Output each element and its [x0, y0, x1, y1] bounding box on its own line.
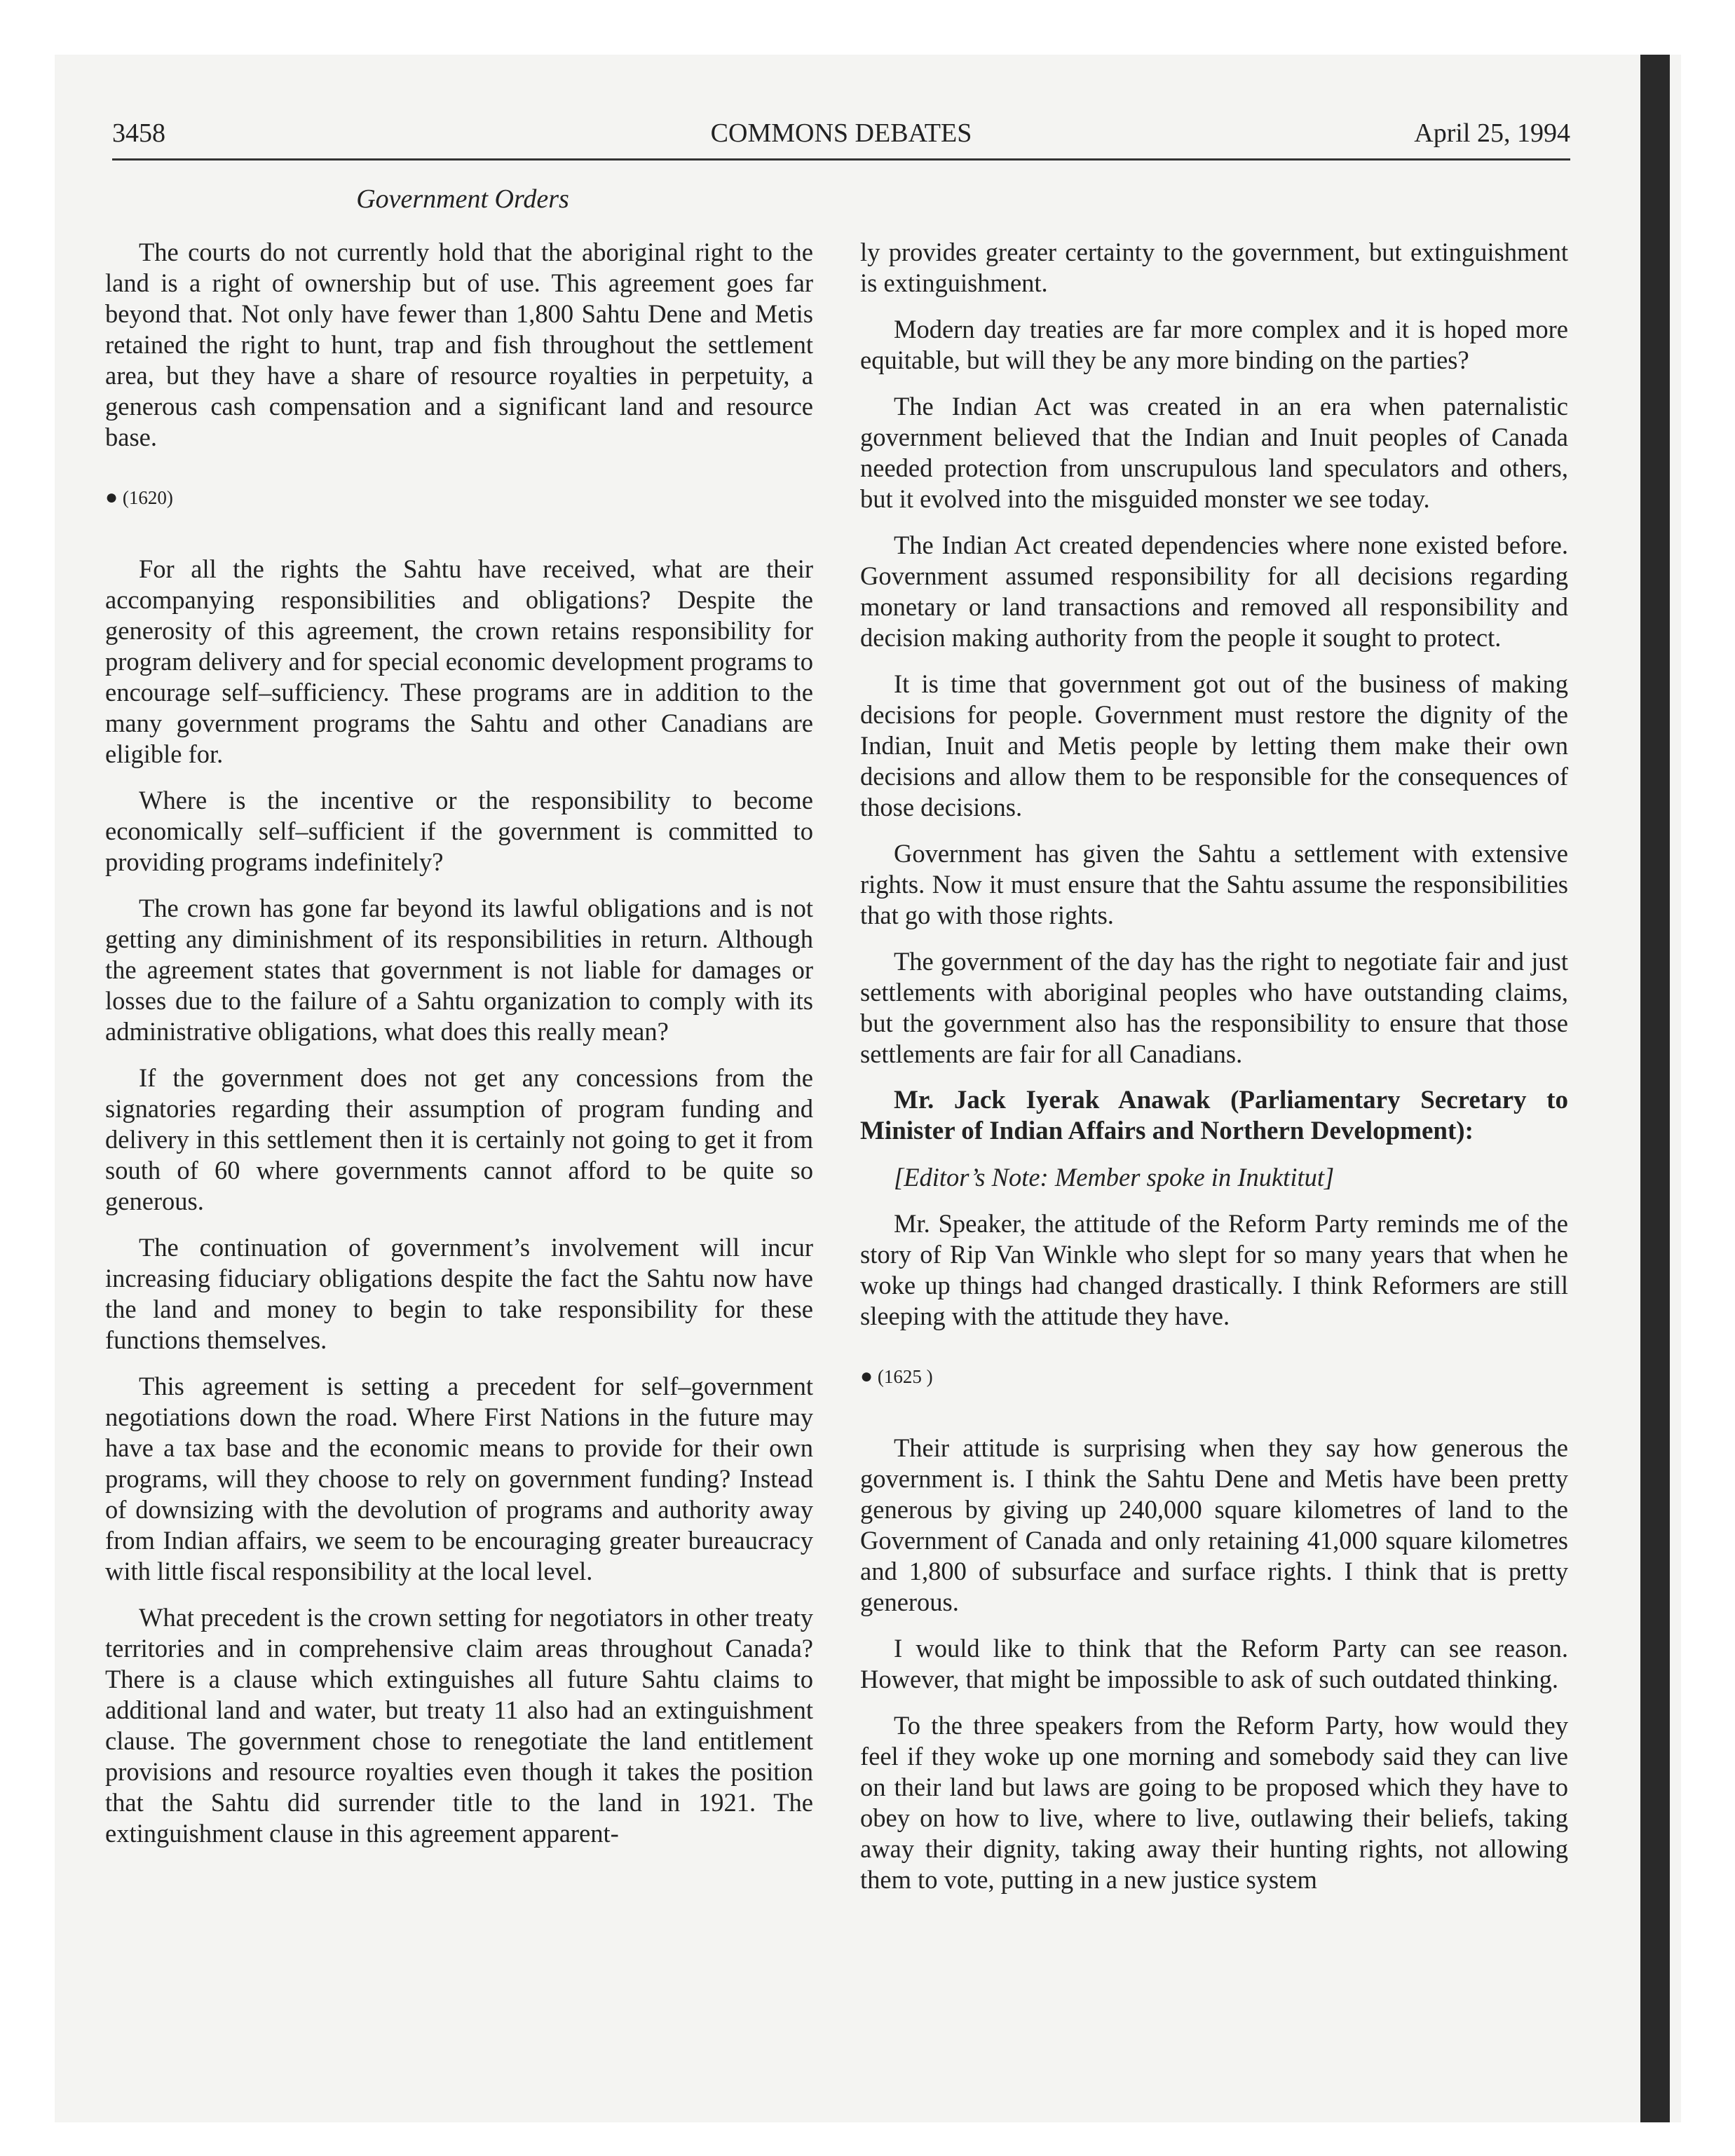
timestamp-marker: [860, 1361, 1568, 1392]
header-rule: [112, 158, 1570, 161]
publication-title: COMMONS DEBATES: [710, 118, 972, 148]
section-title: Government Orders: [356, 184, 569, 214]
paragraph: If the government does not get any concessions from the signatories regarding their assumption of program funding and delivery in this settlement then it is certainly not going to get it from south of 60 where governments cannot afford to be quite so generous.: [105, 1063, 813, 1215]
paragraph: The crown has gone far beyond its lawful obligations and is not getting any diminishment of its responsibilities in return. Although the agreement states that government is not liable for damages or losses due to the failure of a Sahtu organization to comply with its administrative obligations, what does this really mean?: [105, 894, 813, 1046]
paragraph-continued: ly provides greater certainty to the government, but extinguishment is extinguishment.: [860, 238, 1568, 297]
paragraph: It is time that government got out of the business of making decisions for people. Government must restore the dignity of the Indian, Inuit and Metis people by letting them make their own decisions and allow them to be responsible for the consequences of those decisions.: [860, 669, 1568, 821]
paragraph: For all the rights the Sahtu have received, what are their accompanying responsibilities and obligations? Despite the generosity of this agreement, the crown retains responsibility for program delivery and for special economic development programs to encourage self–sufficiency. These programs are in addition to the many government programs the Sahtu and other Canadians are eligible for.: [105, 554, 813, 768]
paragraph: Government has given the Sahtu a settlement with extensive rights. Now it must ensure that the Sahtu assume the responsibilities that go with those rights.: [860, 839, 1568, 929]
paragraph: Where is the incentive or the responsibility to become economically self–sufficient if the government is committed to providing programs indefinitely?: [105, 786, 813, 876]
left-column: [105, 237, 813, 1864]
issue-date: April 25, 1994: [1414, 118, 1570, 148]
page-number: 3458: [112, 118, 165, 148]
paragraph: The Indian Act was created in an era when paternalistic government believed that the Indian and Inuit peoples of Canada needed protection from unscrupulous land speculators and others, but it evolved into the misguided monster we see today.: [860, 392, 1568, 513]
page-header: [112, 118, 1570, 160]
editors-note: [Editor’s Note: Member spoke in Inuktitut]: [894, 1163, 1335, 1192]
timestamp-marker: [105, 482, 813, 513]
paragraph: The government of the day has the right to negotiate fair and just settlements with aboriginal peoples who have outstanding claims, but the government also has the responsibility to ensure that those settlements are fair for all Canadians.: [860, 947, 1568, 1068]
speaker-heading: Mr. Jack Iyerak Anawak (Parliamentary Secretary to Minister of Indian Affairs and Northern Development):: [860, 1086, 1568, 1145]
paragraph: Mr. Speaker, the attitude of the Reform Party reminds me of the story of Rip Van Winkle who slept for so many years that when he woke up things had changed drastically. I think Reformers are still sleeping with the attitude they have.: [860, 1209, 1568, 1330]
bullet-icon: ●: [860, 1365, 873, 1388]
scan-edge-shadow: [1640, 55, 1670, 2122]
paragraph: Modern day treaties are far more complex and it is hoped more equitable, but will they be any more binding on the parties?: [860, 315, 1568, 374]
bullet-icon: ●: [105, 486, 118, 509]
paragraph: The continuation of government’s involvement will incur increasing fiduciary obligations despite the fact the Sahtu now have the land and money to begin to take responsibility for these functions themselves.: [105, 1233, 813, 1354]
paragraph: The Indian Act created dependencies where none existed before. Government assumed responsibility for all decisions regarding monetary or land transactions and removed all responsibility and decision making authority from the people it sought to protect.: [860, 531, 1568, 652]
paragraph: Their attitude is surprising when they say how generous the government is. I think the Sahtu Dene and Metis have been pretty generous by giving up 240,000 square kilometres of land to the Government of Canada and only retaining 41,000 square kilometres and 1,800 of subsurface and surface rights. I think that is pretty generous.: [860, 1433, 1568, 1616]
paragraph: The courts do not currently hold that the aboriginal right to the land is a right of ownership but of use. This agreement goes far beyond that. Not only have fewer than 1,800 Sahtu Dene and Metis retained the right to hunt, trap and fish throughout the settlement area, but they have a share of resource royalties in perpetuity, a generous cash compensation and a significant land and resource base.: [105, 238, 813, 451]
paragraph: This agreement is setting a precedent for self–government negotiations down the road. Where First Nations in the future may have a tax base and the economic means to provide for their own programs, will they choose to rely on government funding? Instead of downsizing with the devolution of programs and authority away from Indian affairs, we seem to be encouraging greater bureaucracy with little fiscal responsibility at the local level.: [105, 1372, 813, 1585]
paragraph: To the three speakers from the Reform Party, how would they feel if they woke up one morning and somebody said they can live on their land but laws are going to be proposed which they have to obey on how to live, where to live, outlawing their beliefs, taking away their dignity, taking away their hunting rights, not allowing them to vote, putting in a new justice system: [860, 1711, 1568, 1894]
paragraph: What precedent is the crown setting for negotiators in other treaty territories and in comprehensive claim areas throughout Canada? There is a clause which extinguishes all future Sahtu claims to additional land and water, but treaty 11 also had an extinguishment clause. The government chose to renegotiate the land entitlement provisions and resource royalties even though it takes the position that the Sahtu did surrender title to the land in 1921. The extinguishment clause in this agreement apparent-: [105, 1603, 813, 1848]
paragraph: I would like to think that the Reform Party can see reason. However, that might be impossible to ask of such outdated thinking.: [860, 1634, 1568, 1693]
right-column: [860, 237, 1568, 1911]
timestamp: (1625 ): [877, 1366, 933, 1387]
timestamp: (1620): [122, 487, 173, 508]
